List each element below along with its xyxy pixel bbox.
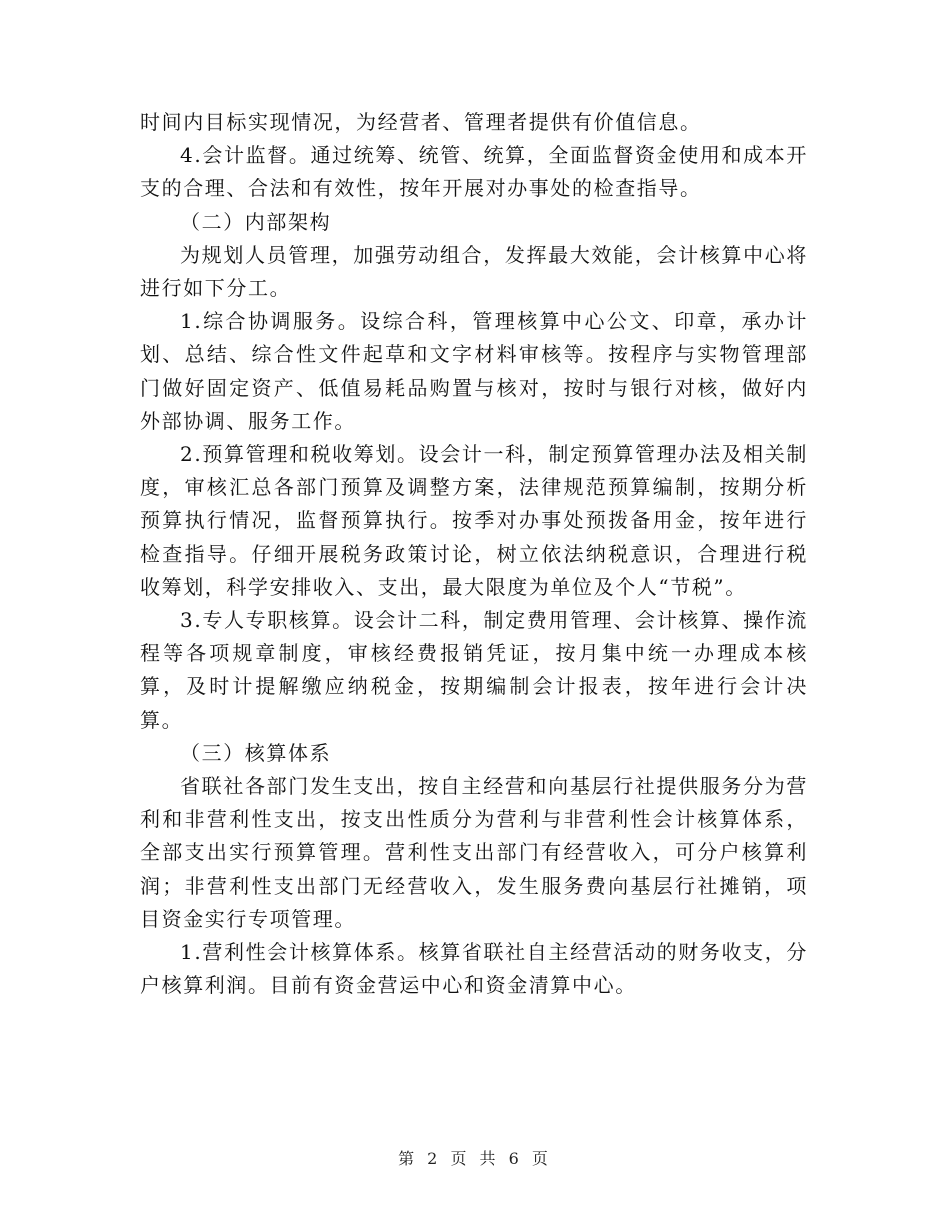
paragraph-continuation: 时间内目标实现情况，为经营者、管理者提供有价值信息。 — [140, 110, 702, 134]
paragraph-dedicated-accounting: 3.专人专职核算。设会计二科，制定费用管理、会计核算、操作流程等各项规章制度，审核经费报销凭证，按月集中统一办理成本核算，及时计提解缴应纳税金，按期编制会计报表，按年进行会计决算。 — [140, 608, 808, 732]
section-heading-accounting-system: （三）核算体系 — [180, 740, 332, 765]
section-heading-internal-structure: （二）内部架构 — [180, 209, 332, 234]
page-number-footer: 第 2 页 共 6 页 — [398, 1149, 552, 1168]
paragraph-coordination-service: 1.综合协调服务。设综合科，管理核算中心公文、印章，承办计划、总结、综合性文件起草和文字材料审核等。按程序与实物管理部门做好固定资产、低值易耗品购置与核对，按时与银行对核，做好内外部协调、服务工作。 — [140, 309, 808, 433]
paragraph-expenditure-classification: 省联社各部门发生支出，按自主经营和向基层行社提供服务分为营利和非营利性支出，按支出性质分为营利与非营利性会计核算体系，全部支出实行预算管理。营利性支出部门有经营收入，可分户核算利润；非营利性支出部门无经营收入，发生服务费向基层行社摊销，项目资金实行专项管理。 — [140, 774, 808, 931]
paragraph-profit-accounting-system: 1.营利性会计核算体系。核算省联社自主经营活动的财务收支，分户核算利润。目前有资金营运中心和资金清算中心。 — [140, 940, 808, 998]
paragraph-division-intro: 为规划人员管理，加强劳动组合，发挥最大效能，会计核算中心将进行如下分工。 — [140, 242, 808, 301]
paragraph-budget-tax: 2.预算管理和税收筹划。设会计一科，制定预算管理办法及相关制度，审核汇总各部门预算及调整方案，法律规范预算编制，按期分析预算执行情况，监督预算执行。按季对办事处预拨备用金，按年进行检查指导。仔细开展税务政策讨论，树立依法纳税意识，合理进行税收筹划，科学安排收入、支出，最大限度为单位及个人“节税”。 — [140, 442, 808, 599]
paragraph-accounting-supervision: 4.会计监督。通过统筹、统管、统算，全面监督资金使用和成本开支的合理、合法和有效性，按年开展对办事处的检查指导。 — [140, 143, 808, 201]
document-body — [140, 106, 808, 1002]
